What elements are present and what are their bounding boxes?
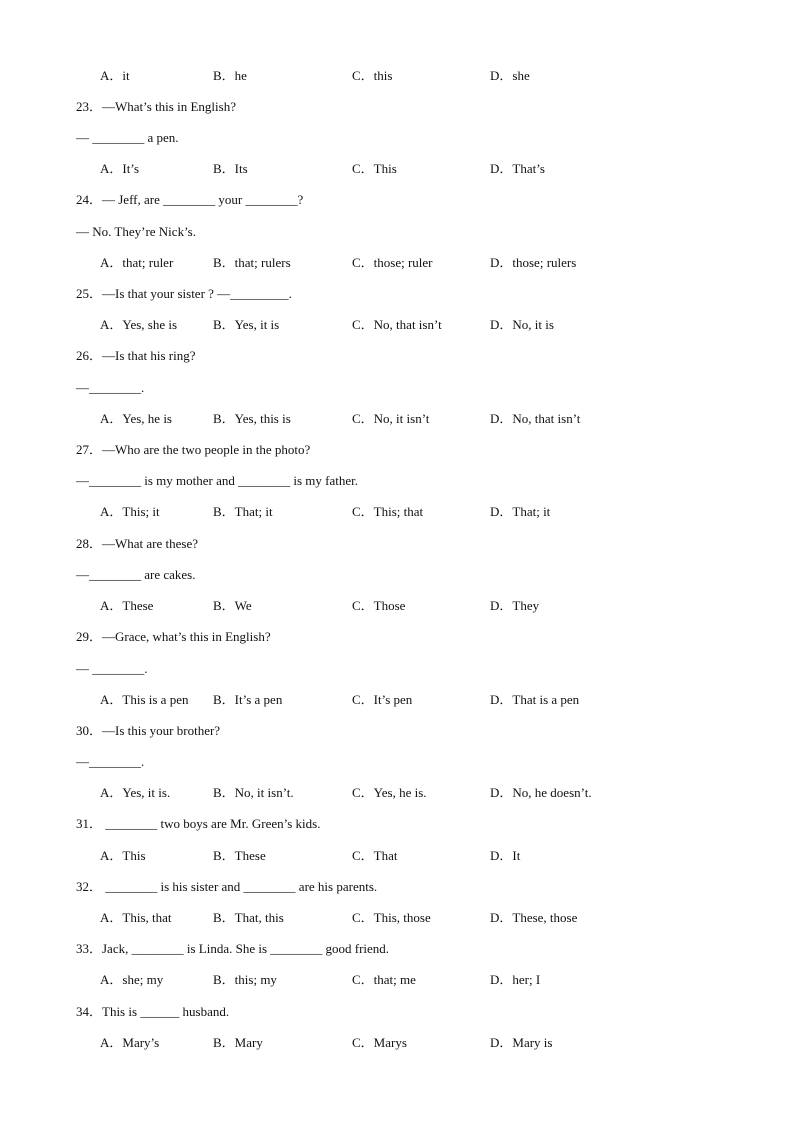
options-row <box>100 785 740 801</box>
options-row <box>100 68 740 84</box>
question-text: 28．—What are these? <box>76 536 199 551</box>
question-text: 34．This is ______ husband. <box>76 1004 230 1019</box>
option-b: B．Yes, it is <box>213 317 280 332</box>
question-text: 32． ________ is his sister and ________ are his parents. <box>76 879 378 894</box>
option-c: C．It’s pen <box>352 692 413 707</box>
options-row <box>100 972 740 988</box>
question-text: 25．—Is that your sister ? —_________. <box>76 286 292 301</box>
option-b: B．It’s a pen <box>213 692 283 707</box>
option-d: D．That is a pen <box>490 692 580 707</box>
option-d: D．Mary is <box>490 1035 553 1050</box>
option-c: C．this <box>352 68 393 83</box>
options-row <box>100 504 740 520</box>
option-b: B．These <box>213 848 266 863</box>
option-c: C．This, those <box>352 910 431 925</box>
answer-prompt: —________. <box>76 754 145 769</box>
option-d: D．That; it <box>490 504 551 519</box>
answer-prompt: —________ are cakes. <box>76 567 196 582</box>
option-b: B．We <box>213 598 252 613</box>
option-b: B．this; my <box>213 972 277 987</box>
answer-prompt: —________ is my mother and ________ is my father. <box>76 473 359 488</box>
option-a: A．Yes, she is <box>100 317 178 332</box>
option-a: A．it <box>100 68 130 83</box>
options-row <box>100 411 740 427</box>
option-d: D．her; I <box>490 972 541 987</box>
option-d: D．That’s <box>490 161 545 176</box>
option-a: A．Yes, he is <box>100 411 172 426</box>
option-a: A．This is a pen <box>100 692 189 707</box>
option-b: B．No, it isn’t. <box>213 785 294 800</box>
option-c: C．No, that isn’t <box>352 317 442 332</box>
option-b: B．That, this <box>213 910 284 925</box>
answer-prompt: — No. They’re Nick’s. <box>76 224 196 239</box>
option-d: D．These, those <box>490 910 578 925</box>
option-b: B．he <box>213 68 247 83</box>
option-b: B．that; rulers <box>213 255 291 270</box>
option-b: B．Its <box>213 161 248 176</box>
answer-prompt: — ________ a pen. <box>76 130 179 145</box>
option-d: D．It <box>490 848 521 863</box>
option-d: D．No, that isn’t <box>490 411 581 426</box>
option-b: B．Yes, this is <box>213 411 291 426</box>
option-c: C．those; ruler <box>352 255 433 270</box>
option-d: D．she <box>490 68 530 83</box>
options-row <box>100 255 740 271</box>
option-b: B．Mary <box>213 1035 263 1050</box>
option-d: D．those; rulers <box>490 255 577 270</box>
answer-prompt: — ________. <box>76 661 148 676</box>
option-a: A．This <box>100 848 146 863</box>
option-a: A．Mary’s <box>100 1035 160 1050</box>
option-c: C．No, it isn’t <box>352 411 430 426</box>
option-d: D．No, it is <box>490 317 554 332</box>
option-d: D．They <box>490 598 540 613</box>
option-c: C．This <box>352 161 397 176</box>
question-text: 27．—Who are the two people in the photo? <box>76 442 311 457</box>
options-row <box>100 692 740 708</box>
question-text: 24．— Jeff, are ________ your ________? <box>76 192 304 207</box>
question-text: 29．—Grace, what’s this in English? <box>76 629 271 644</box>
option-c: C．that; me <box>352 972 416 987</box>
question-text: 26．—Is that his ring? <box>76 348 196 363</box>
option-a: A．that; ruler <box>100 255 174 270</box>
question-text: 31． ________ two boys are Mr. Green’s kids. <box>76 816 321 831</box>
option-a: A．This; it <box>100 504 160 519</box>
options-row <box>100 161 740 177</box>
option-c: C．Yes, he is. <box>352 785 427 800</box>
question-text: 23．—What’s this in English? <box>76 99 236 114</box>
option-a: A．she; my <box>100 972 164 987</box>
answer-prompt: —________. <box>76 380 145 395</box>
option-a: A．It’s <box>100 161 140 176</box>
option-b: B．That; it <box>213 504 273 519</box>
option-d: D．No, he doesn’t. <box>490 785 592 800</box>
options-row <box>100 317 740 333</box>
question-text: 30．—Is this your brother? <box>76 723 221 738</box>
options-row <box>100 598 740 614</box>
question-text: 33．Jack, ________ is Linda. She is ________ good friend. <box>76 941 390 956</box>
options-row <box>100 910 740 926</box>
option-c: C．This; that <box>352 504 424 519</box>
option-a: A．This, that <box>100 910 172 925</box>
option-c: C．Those <box>352 598 406 613</box>
option-a: A．Yes, it is. <box>100 785 171 800</box>
option-c: C．That <box>352 848 398 863</box>
option-a: A．These <box>100 598 154 613</box>
options-row <box>100 848 740 864</box>
option-c: C．Marys <box>352 1035 407 1050</box>
options-row <box>100 1035 740 1051</box>
